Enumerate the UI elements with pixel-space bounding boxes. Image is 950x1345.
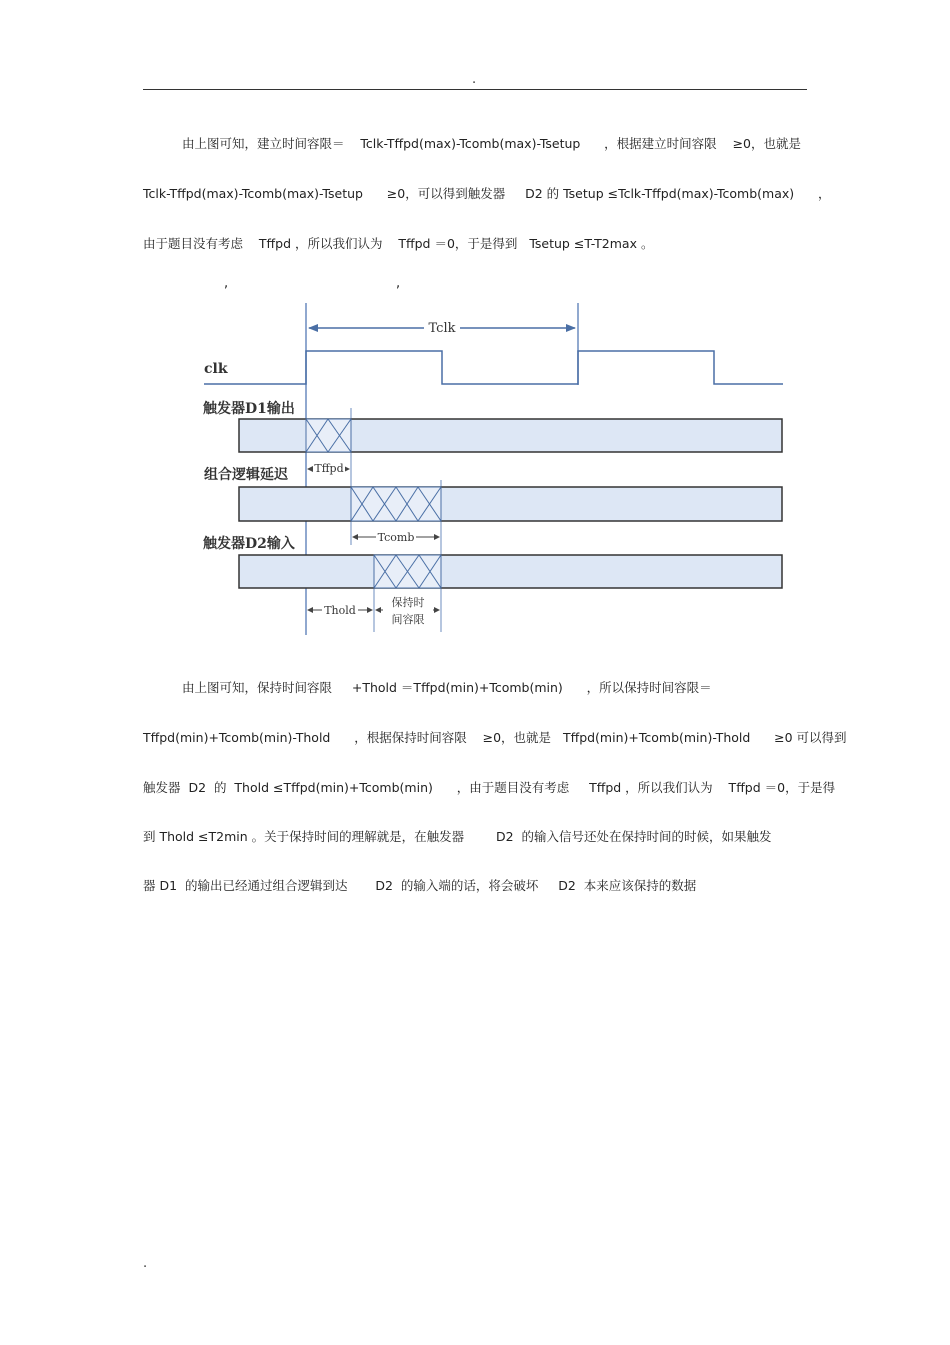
para1-line-3: 由于题目没有考虑 Tffpd ，所以我们认为 Tffpd ＝0，于是得到 Tsetup ≤T-T2max 。 — [143, 236, 654, 251]
d1-transition-crosshatch — [306, 419, 351, 452]
stray-comma-1: , — [224, 276, 229, 291]
para2-line-2: Tffpd(min)+Tcomb(min)-Thold ，根据保持时间容限 ≥0，也就是 Tffpd(min)+Tcomb(min)-Thold ≥0 可以得到 — [143, 730, 847, 745]
tffpd-label: Tffpd — [314, 462, 344, 475]
para1-line-1: 由上图可知，建立时间容限＝ Tclk-Tffpd(max)-Tcomb(max)-Tsetup ，根据建立时间容限 ≥0，也就是 — [182, 136, 802, 151]
stray-comma-2: , — [396, 276, 401, 291]
d2-input-label: 触发器D2输入 — [203, 536, 295, 552]
footer-dot: . — [143, 1256, 148, 1271]
thold-label: Thold — [324, 604, 356, 617]
timing-diagram — [0, 0, 950, 660]
tcomb-label: Tcomb — [377, 531, 415, 544]
clk-label: clk — [204, 361, 228, 377]
comb-delay-bar — [239, 487, 782, 521]
clk-waveform — [204, 351, 783, 384]
comb-delay-label: 组合逻辑延迟 — [204, 467, 288, 483]
para1-line-2: Tclk-Tffpd(max)-Tcomb(max)-Tsetup ≥0，可以得到触发器 D2 的 Tsetup ≤Tclk-Tffpd(max)-Tcomb(max) ， — [143, 186, 831, 201]
header-dot: . — [472, 72, 477, 87]
para2-line-4: 到 Thold ≤T2min 。关于保持时间的理解就是，在触发器 D2 的输入信号还处在保持时间的时候，如果触发 — [143, 829, 772, 844]
hold-margin-label-line2: 间容限 — [391, 613, 425, 626]
tclk-label: Tclk — [428, 321, 456, 336]
para2-line-5: 器 D1 的输出已经通过组合逻辑到达 D2 的输入端的话，将会破坏 D2 本来应该保持的数据 — [143, 878, 697, 893]
comb-transition-crosshatch — [351, 487, 441, 521]
para2-line-3: 触发器 D2 的 Thold ≤Tffpd(min)+Tcomb(min) ，由于题目没有考虑 Tffpd ，所以我们认为 Tffpd ＝0，于是得 — [143, 780, 836, 795]
d2-transition-crosshatch — [374, 555, 441, 588]
hold-margin-label-line1: 保持时 — [391, 596, 425, 609]
d2-input-bar — [239, 555, 782, 588]
para2-line-1: 由上图可知，保持时间容限 +Thold ＝Tffpd(min)+Tcomb(min) ，所以保持时间容限＝ — [182, 680, 712, 695]
d1-output-label: 触发器D1输出 — [203, 401, 295, 417]
